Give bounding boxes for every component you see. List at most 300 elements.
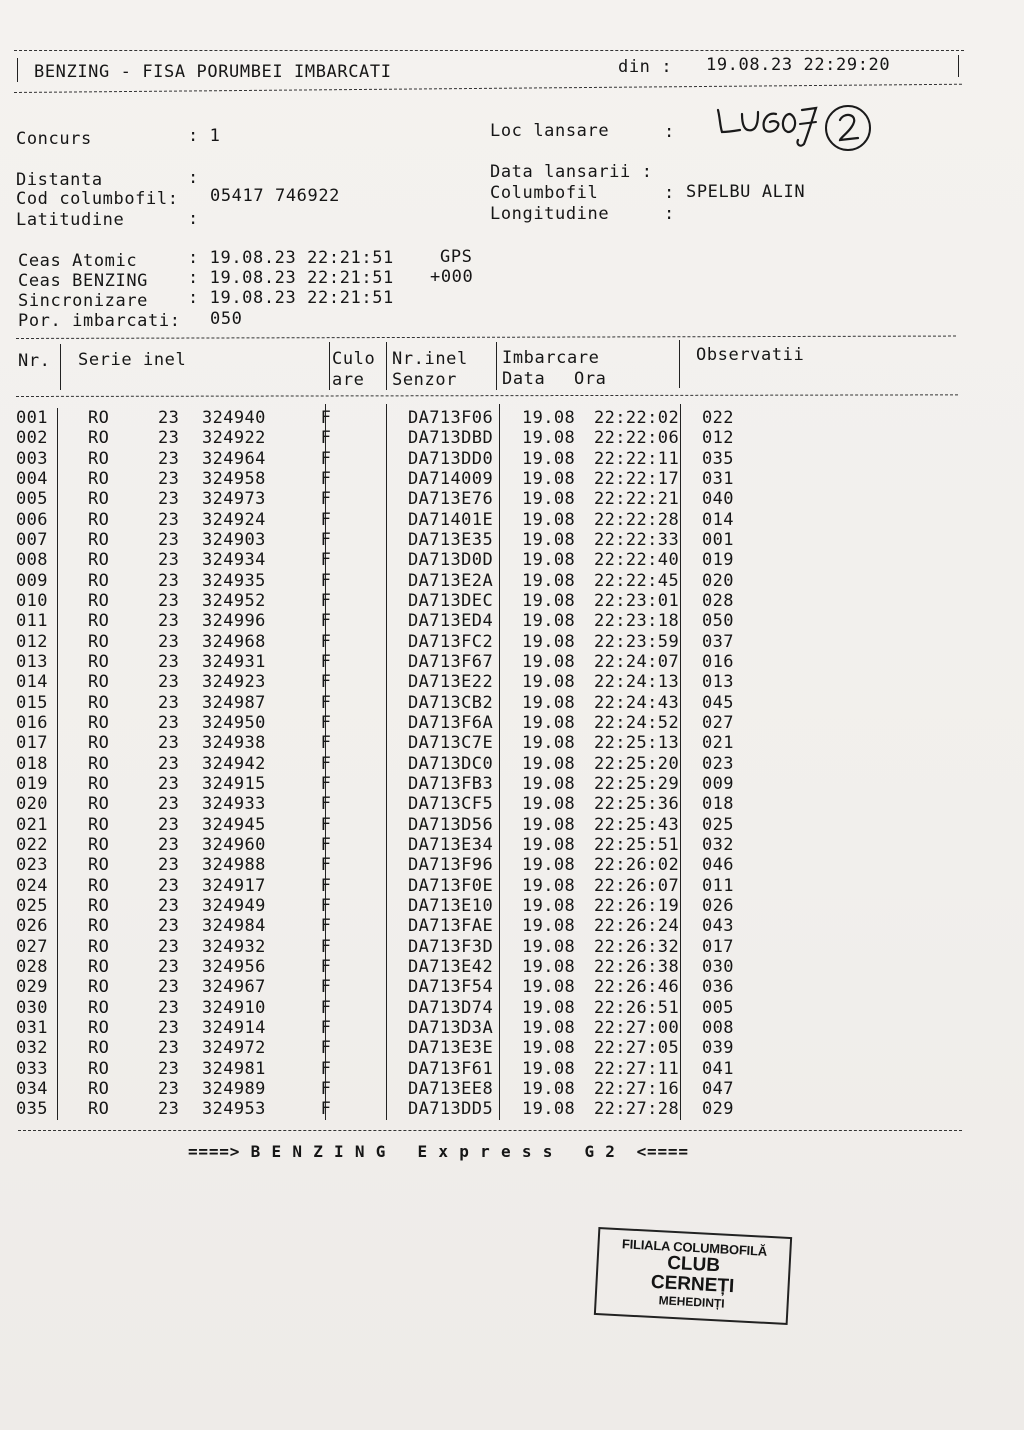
longitudine-label: Longitudine [490,204,610,224]
cell-nr: 007 [16,530,48,551]
cell-nr: 019 [16,774,48,795]
cell-sex: F [320,1099,332,1120]
data-lansarii-label: Data lansarii : [490,162,653,182]
table-row [16,469,782,489]
cell-an: 23 [158,489,180,510]
cell-ora: 22:22:21 [594,489,680,510]
cell-tara: RO [88,611,110,632]
table-row [16,1038,782,1058]
cell-data: 19.08 [522,1058,576,1079]
cell-senzor: DA713E2A [408,570,494,591]
col-divider-4 [496,342,497,390]
cell-cul [346,774,402,794]
cell-cul [346,693,402,713]
cell-tara: RO [88,652,110,673]
concurs-label: Concurs [16,129,92,149]
cell-data: 19.08 [522,733,576,754]
cell-data: 19.08 [522,1018,576,1038]
cell-inel: 324940 [202,408,266,429]
cell-nr: 014 [16,672,48,693]
table-row [16,957,782,977]
cell-senzor: DA71401E [408,509,494,530]
cell-inel: 324931 [202,652,266,673]
cell-an: 23 [158,814,180,835]
cell-sex: F [320,835,332,856]
cell-nr: 012 [16,631,48,652]
cell-senzor: DA713DD0 [408,448,494,469]
cell-sex: F [320,794,332,815]
cell-ora: 22:22:11 [594,448,680,469]
cell-tara: RO [88,733,110,754]
col-divider-3 [386,342,387,390]
cell-tara: RO [88,692,110,713]
cell-ora: 22:25:43 [594,814,680,835]
cell-nr: 035 [16,1099,48,1120]
cell-cul [346,571,402,591]
cell-obs: 017 [702,936,734,957]
cell-senzor: DA713FB3 [408,774,494,795]
table-row [16,1018,782,1038]
cell-nr: 011 [16,611,48,632]
header-title: BENZING - FISA PORUMBEI IMBARCATI [34,62,392,82]
cell-an: 23 [158,794,180,815]
table-row [16,855,782,875]
cell-obs: 018 [702,794,734,815]
cell-sex: F [320,1018,332,1038]
cell-tara: RO [88,408,110,429]
table-row [16,652,782,672]
cell-senzor: DA713F96 [408,855,494,876]
cell-senzor: DA713FC2 [408,631,494,652]
cell-tara: RO [88,672,110,693]
cell-an: 23 [158,753,180,774]
cell-an: 23 [158,875,180,896]
col-header-nr: Nr. [18,351,51,371]
cell-cul [346,449,402,469]
cod-columbofil-label: Cod columbofil: [16,189,179,209]
cell-tara: RO [88,753,110,774]
cell-tara: RO [88,591,110,612]
cell-senzor: DA713D56 [408,814,494,835]
cell-tara: RO [88,875,110,896]
cell-ora: 22:27:28 [594,1099,680,1120]
cell-tara: RO [88,570,110,591]
cell-senzor: DA713CB2 [408,692,494,713]
table-row [16,550,782,570]
cell-an: 23 [158,896,180,917]
cell-senzor: DA713E22 [408,672,494,693]
cell-an: 23 [158,611,180,632]
cell-nr: 018 [16,753,48,774]
cell-ora: 22:27:16 [594,1078,680,1099]
handwritten-loc-lansare [712,100,882,160]
cell-nr: 023 [16,855,48,876]
cell-nr: 013 [16,652,48,673]
cell-an: 23 [158,692,180,713]
cell-an: 23 [158,652,180,673]
cell-an: 23 [158,428,180,449]
cell-ora: 22:22:06 [594,428,680,449]
cell-senzor: DA713F54 [408,977,494,998]
columbofil-value: SPELBU ALIN [686,182,806,202]
cell-inel: 324987 [202,692,266,713]
cell-inel: 324949 [202,896,266,917]
cell-data: 19.08 [522,469,576,490]
cell-ora: 22:26:24 [594,916,680,937]
cell-tara: RO [88,530,110,551]
cell-senzor: DA713CF5 [408,794,494,815]
table-row [16,815,782,835]
columbofil-colon: : [664,183,675,203]
cell-an: 23 [158,997,180,1018]
cell-ora: 22:23:59 [594,631,680,652]
cell-cul [346,794,402,814]
cell-senzor: DA713F06 [408,408,494,429]
cell-obs: 014 [702,509,734,530]
table-row [16,998,782,1018]
cell-inel: 324932 [202,936,266,957]
cell-ora: 22:24:13 [594,672,680,693]
cell-sex: F [320,733,332,754]
cell-ora: 22:26:38 [594,957,680,978]
header-left-border [17,58,18,82]
cell-sex: F [320,1038,332,1059]
cell-obs: 045 [702,692,734,713]
table-row [16,571,782,591]
cell-ora: 22:25:29 [594,774,680,795]
cell-nr: 006 [16,509,48,530]
cell-obs: 022 [702,408,734,429]
cell-senzor: DA713ED4 [408,611,494,632]
cell-nr: 032 [16,1038,48,1059]
col-header-serie: Serie inel [78,350,187,370]
cell-sex: F [320,611,332,632]
cell-ora: 22:23:01 [594,591,680,612]
cell-cul [346,1059,402,1079]
cell-sex: F [320,692,332,713]
latitudine-colon: : [188,209,199,229]
cell-tara: RO [88,1099,110,1120]
cell-ora: 22:24:07 [594,652,680,673]
cell-nr: 027 [16,936,48,957]
cell-senzor: DA713E3E [408,1038,494,1059]
club-stamp [594,1227,792,1325]
table-row [16,916,782,936]
table-bottom-border [18,1130,962,1131]
col-header-senzor: Senzor [392,370,458,390]
cell-data: 19.08 [522,509,576,530]
cell-senzor: DA713DD5 [408,1099,494,1120]
cell-data: 19.08 [522,774,576,795]
cell-an: 23 [158,774,180,795]
table-row [16,611,782,631]
cell-data: 19.08 [522,631,576,652]
cell-cul [346,713,402,733]
cell-ora: 22:25:13 [594,733,680,754]
cell-nr: 008 [16,550,48,571]
cell-sex: F [320,957,332,978]
cell-sex: F [320,672,332,693]
cell-inel: 324956 [202,957,266,978]
cell-inel: 324981 [202,1058,266,1079]
cell-data: 19.08 [522,530,576,551]
cell-data: 19.08 [522,977,576,998]
latitudine-label: Latitudine [16,210,125,230]
table-row [16,794,782,814]
cell-an: 23 [158,977,180,998]
cell-cul [346,855,402,875]
cell-ora: 22:22:33 [594,530,680,551]
cell-ora: 22:26:02 [594,855,680,876]
cell-nr: 009 [16,570,48,591]
header-bottom-border [14,84,962,93]
cell-tara: RO [88,794,110,815]
stamp-line-4: MEHEDINȚI [658,1293,725,1311]
distanta-label: Distanta [16,170,103,190]
table-row [16,835,782,855]
cell-an: 23 [158,570,180,591]
cell-nr: 020 [16,794,48,815]
col-header-culo: Culo [332,349,376,369]
cell-ora: 22:26:32 [594,936,680,957]
cell-cul [346,489,402,509]
cell-an: 23 [158,591,180,612]
cell-nr: 015 [16,692,48,713]
cell-inel: 324973 [202,489,266,510]
cell-obs: 019 [702,550,734,571]
cell-tara: RO [88,469,110,490]
table-row [16,408,782,428]
cell-an: 23 [158,1018,180,1038]
cell-inel: 324945 [202,814,266,835]
cell-an: 23 [158,631,180,652]
col-divider-2 [329,342,330,390]
por-imbarcati-label: Por. imbarcati: [18,311,181,331]
cell-tara: RO [88,896,110,917]
cell-inel: 324988 [202,855,266,876]
cell-obs: 050 [702,611,734,632]
cell-data: 19.08 [522,753,576,774]
cell-inel: 324903 [202,530,266,551]
cell-tara: RO [88,997,110,1018]
cell-obs: 046 [702,855,734,876]
table-row [16,1059,782,1079]
cell-tara: RO [88,1018,110,1038]
cell-cul [346,835,402,855]
cell-obs: 032 [702,835,734,856]
cell-an: 23 [158,530,180,551]
cell-tara: RO [88,855,110,876]
cell-obs: 012 [702,428,734,449]
cell-nr: 031 [16,1018,48,1038]
cell-ora: 22:22:02 [594,408,680,429]
table-row [16,876,782,896]
cell-an: 23 [158,936,180,957]
cell-cul [346,672,402,692]
cell-cul [346,815,402,835]
cell-cul [346,652,402,672]
cell-inel: 324938 [202,733,266,754]
cell-cul [346,896,402,916]
cell-data: 19.08 [522,408,576,429]
cell-tara: RO [88,916,110,937]
stamp-line-1: FILIALA COLUMBOFILĂ [621,1236,768,1259]
cell-obs: 035 [702,448,734,469]
cell-obs: 043 [702,916,734,937]
cell-ora: 22:25:51 [594,835,680,856]
cell-ora: 22:24:52 [594,713,680,734]
table-header-bottom-border [16,394,958,397]
cell-data: 19.08 [522,489,576,510]
cell-obs: 001 [702,530,734,551]
cell-inel: 324950 [202,713,266,734]
cell-tara: RO [88,1058,110,1079]
cell-obs: 036 [702,977,734,998]
cell-cul [346,408,402,428]
col-header-are: are [332,370,365,390]
cell-inel: 324968 [202,631,266,652]
cell-inel: 324964 [202,448,266,469]
cell-data: 19.08 [522,672,576,693]
cell-obs: 020 [702,570,734,591]
pigeon-table [16,408,782,1119]
cell-cul [346,733,402,753]
cell-nr: 005 [16,489,48,510]
cell-cul [346,916,402,936]
cell-cul [346,957,402,977]
col-header-data: Data [502,369,546,389]
cell-obs: 005 [702,997,734,1018]
cell-senzor: DA713EE8 [408,1078,494,1099]
cell-tara: RO [88,428,110,449]
cell-sex: F [320,997,332,1018]
cell-nr: 002 [16,428,48,449]
table-row [16,937,782,957]
table-row [16,632,782,652]
cell-senzor: DA713F0E [408,875,494,896]
cell-sex: F [320,896,332,917]
cell-inel: 324972 [202,1038,266,1059]
table-header-top-border [16,336,956,339]
cell-sex: F [320,448,332,469]
cell-data: 19.08 [522,794,576,815]
cell-ora: 22:24:43 [594,692,680,713]
cell-sex: F [320,977,332,998]
cell-senzor: DA713DEC [408,591,494,612]
table-row [16,510,782,530]
cell-inel: 324924 [202,509,266,530]
cell-inel: 324953 [202,1099,266,1120]
cell-cul [346,611,402,631]
cell-obs: 013 [702,672,734,693]
cell-an: 23 [158,1038,180,1059]
cell-cul [346,510,402,530]
cell-nr: 029 [16,977,48,998]
cell-cul [346,1038,402,1058]
col-header-imbarcare: Imbarcare [502,348,600,368]
cell-ora: 22:27:05 [594,1038,680,1059]
cell-an: 23 [158,1078,180,1099]
cell-tara: RO [88,489,110,510]
cell-tara: RO [88,631,110,652]
cell-nr: 030 [16,997,48,1018]
cell-nr: 021 [16,814,48,835]
cell-nr: 001 [16,408,48,429]
cell-tara: RO [88,774,110,795]
cell-senzor: DA713D0D [408,550,494,571]
cell-ora: 22:23:18 [594,611,680,632]
cell-sex: F [320,774,332,795]
table-row [16,713,782,733]
cell-data: 19.08 [522,814,576,835]
cell-cul [346,428,402,448]
cell-senzor: DA713E42 [408,957,494,978]
cell-ora: 22:26:19 [594,896,680,917]
cell-ora: 22:26:46 [594,977,680,998]
cell-obs: 041 [702,1058,734,1079]
cell-inel: 324917 [202,875,266,896]
cell-nr: 026 [16,916,48,937]
cell-data: 19.08 [522,1078,576,1099]
stamp-line-2: CLUB [666,1252,721,1277]
cell-senzor: DA713E10 [408,896,494,917]
cell-sex: F [320,1058,332,1079]
cell-an: 23 [158,1058,180,1079]
cell-an: 23 [158,448,180,469]
cell-cul [346,530,402,550]
cell-sex: F [320,530,332,551]
table-row [16,672,782,692]
cell-inel: 324934 [202,550,266,571]
cell-tara: RO [88,1078,110,1099]
cell-inel: 324967 [202,977,266,998]
cell-obs: 028 [702,591,734,612]
cell-obs: 040 [702,489,734,510]
cell-sex: F [320,570,332,591]
cell-senzor: DA713F67 [408,652,494,673]
cell-cul [346,754,402,774]
col-header-ora: Ora [574,369,607,389]
cell-data: 19.08 [522,916,576,937]
table-row [16,774,782,794]
cell-inel: 324922 [202,428,266,449]
cell-nr: 033 [16,1058,48,1079]
cell-sex: F [320,1078,332,1099]
table-row [16,1079,782,1099]
col-divider-1 [60,344,61,390]
cell-inel: 324984 [202,916,266,937]
cell-data: 19.08 [522,997,576,1018]
cell-cul [346,550,402,570]
cell-nr: 016 [16,713,48,734]
cell-ora: 22:26:07 [594,875,680,896]
cell-senzor: DA713F6A [408,713,494,734]
cell-sex: F [320,631,332,652]
cell-nr: 034 [16,1078,48,1099]
loc-lansare-colon: : [664,122,675,142]
cell-inel: 324960 [202,835,266,856]
longitudine-colon: : [664,204,675,224]
cell-obs: 016 [702,652,734,673]
col-header-observatii: Observatii [696,345,805,365]
cell-nr: 028 [16,957,48,978]
columbofil-label: Columbofil [490,183,599,203]
col-divider-5 [679,340,680,388]
cell-data: 19.08 [522,550,576,571]
cell-data: 19.08 [522,835,576,856]
table-row [16,733,782,753]
cell-tara: RO [88,713,110,734]
